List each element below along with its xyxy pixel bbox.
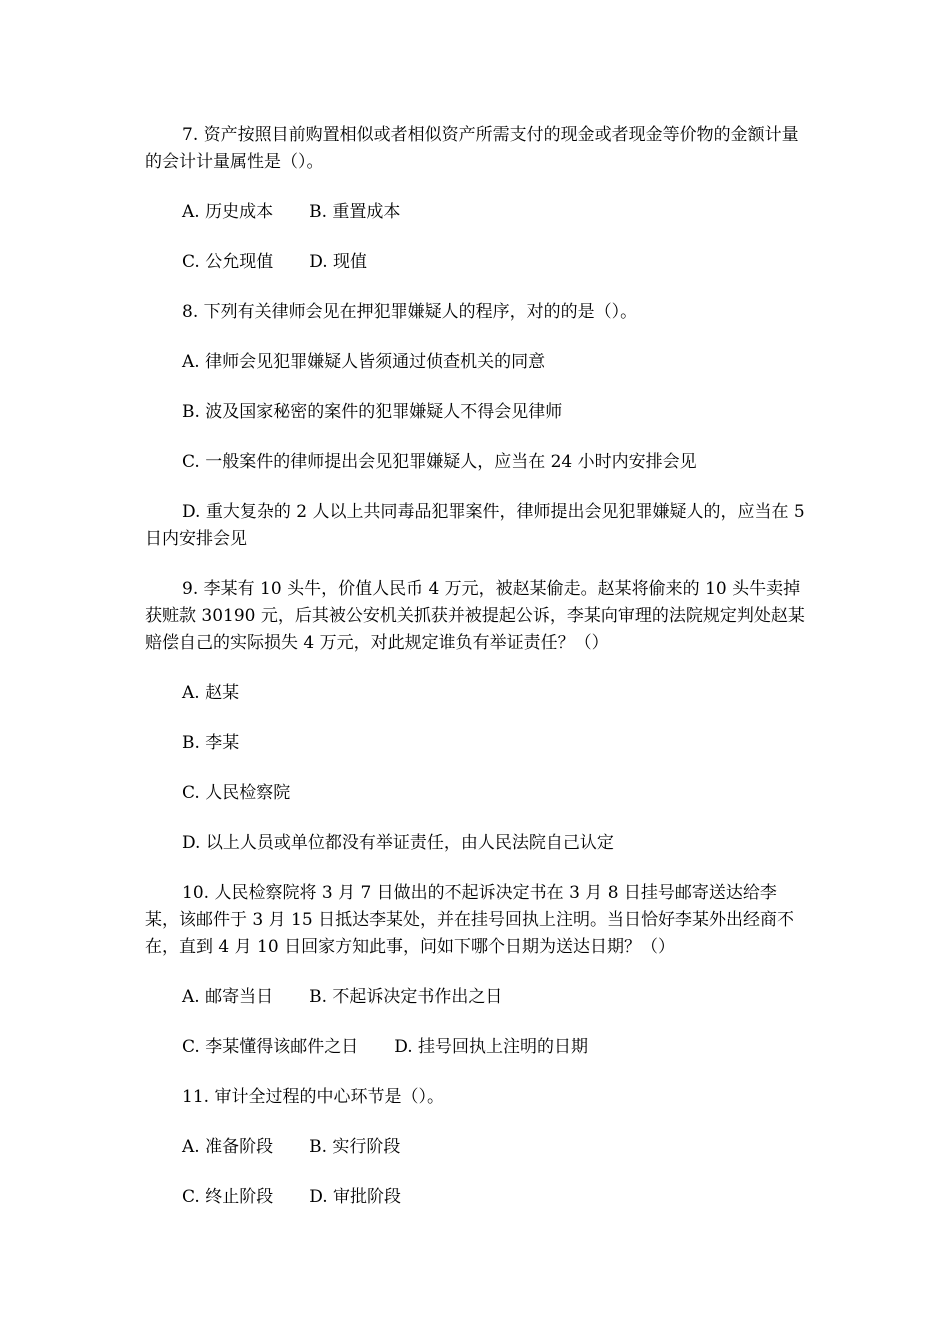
question-8-option-d: D. 重大复杂的 2 人以上共同毒品犯罪案件，律师提出会见犯罪嫌疑人的，应当在 5 日内安排会见 (145, 502, 805, 549)
question-10-option-b: B. 不起诉决定书作出之日 (309, 987, 503, 1007)
question-7-option-d: D. 现值 (309, 252, 368, 272)
question-11-option-d: D. 审批阶段 (309, 1187, 402, 1207)
question-11-option-b: B. 实行阶段 (309, 1137, 401, 1157)
question-7-stem: 7. 资产按照目前购置相似或者相似资产所需支付的现金或者现金等价物的金额计量的会计计量属性是（）。 (145, 125, 799, 172)
question-10-options-row-1 (145, 984, 805, 1011)
question-10-option-c: C. 李某懂得该邮件之日 (182, 1037, 359, 1057)
question-7-options-row-1 (145, 199, 805, 226)
question-11-option-c: C. 终止阶段 (182, 1187, 274, 1207)
question-9-option-d: D. 以上人员或单位都没有举证责任，由人民法院自己认定 (182, 833, 614, 853)
question-10-option-a: A. 邮寄当日 (182, 987, 274, 1007)
question-9-option-b: B. 李某 (182, 733, 240, 753)
question-11-options-row-1 (145, 1134, 805, 1161)
question-8-option-a: A. 律师会见犯罪嫌疑人皆须通过侦查机关的同意 (182, 352, 546, 372)
question-7-option-b: B. 重置成本 (309, 202, 401, 222)
question-10-options-row-2 (145, 1034, 805, 1061)
question-9-option-a: A. 赵某 (182, 683, 240, 703)
question-7-option-c: C. 公允现值 (182, 252, 274, 272)
question-10-stem: 10. 人民检察院将 3 月 7 日做出的不起诉决定书在 3 月 8 日挂号邮寄送达给李某，该邮件于 3 月 15 日抵达李某处，并在挂号回执上注明。当日恰好李某外出经商不在，直到 4 月 10 日回家方知此事，问如下哪个日期为送达日期？（） (145, 883, 795, 957)
question-11-stem: 11. 审计全过程的中心环节是（）。 (182, 1087, 444, 1107)
question-8-option-c: C. 一般案件的律师提出会见犯罪嫌疑人，应当在 24 小时内安排会见 (182, 452, 697, 472)
question-11-options-row-2 (145, 1184, 805, 1211)
document-body (145, 122, 805, 1234)
question-7-option-a: A. 历史成本 (182, 202, 274, 222)
question-9-option-c: C. 人民检察院 (182, 783, 291, 803)
question-11-option-a: A. 准备阶段 (182, 1137, 274, 1157)
question-9-stem: 9. 李某有 10 头牛，价值人民币 4 万元，被赵某偷走。赵某将偷来的 10 头牛卖掉获赃款 30190 元，后其被公安机关抓获并被提起公诉，李某向审理的法院规定判处赵某赔偿自己的实际损失 4 万元，对此规定谁负有举证责任？（） (145, 579, 805, 653)
question-10-option-d: D. 挂号回执上注明的日期 (394, 1037, 589, 1057)
question-7-options-row-2 (145, 249, 805, 276)
question-8-stem: 8. 下列有关律师会见在押犯罪嫌疑人的程序，对的的是（）。 (182, 302, 638, 322)
question-8-option-b: B. 波及国家秘密的案件的犯罪嫌疑人不得会见律师 (182, 402, 563, 422)
